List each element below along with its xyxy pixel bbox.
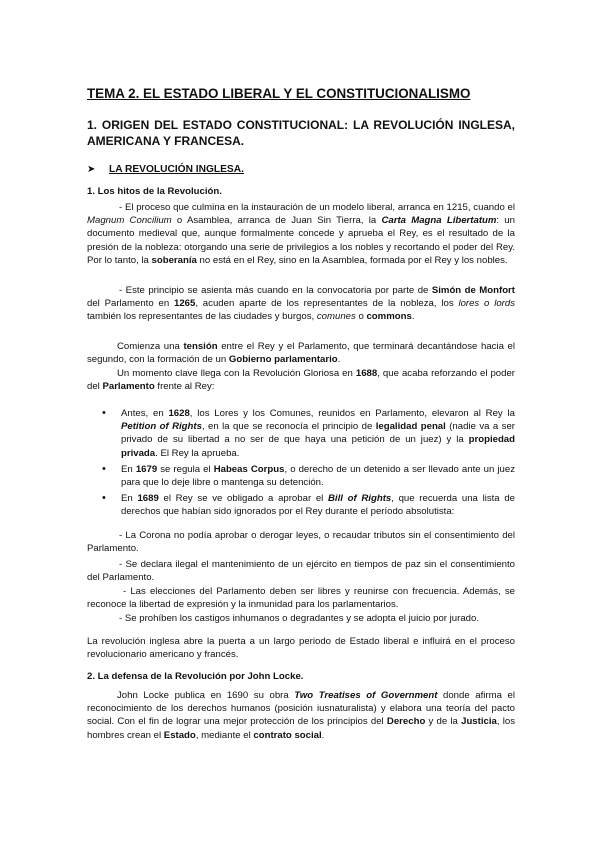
right-item-punishments: - Se prohíben los castigos inhumanos o degradantes y se adopta el juicio por jurado. (119, 613, 479, 624)
history-bullet-list (87, 407, 515, 519)
bullet-dot-icon: • (102, 407, 106, 419)
arrow-bullet-icon: ➤ (87, 164, 96, 175)
paragraph-locke: John Locke publica en 1690 su obra Two Treatises of Government donde afirma el reconocimiento de los derechos humanos (posición iusnaturalista) y elabora una teoría del pacto social. Con el fin de lograr una mejor protección de los principios del Derecho y de la Justicia, los hombres crean el Estado, mediante el contrato social. (87, 690, 515, 741)
list-item: • En 1689 el Rey se ve obligado a aprobar el Bill of Rights, que recuerda una lista de derechos que habían sido ignorados por el Rey durante el período absolutista: (102, 492, 515, 518)
right-item-army: - Se declara ilegal el mantenimiento de un ejército en tiempos de paz sin el consentimiento del Parlamento. (87, 559, 515, 584)
right-item-crown: - La Corona no podía aprobar o derogar leyes, o recaudar tributos sin el consentimiento del Parlamento. (87, 530, 515, 555)
subsection-title: LA REVOLUCIÓN INGLESA. (109, 164, 244, 175)
paragraph-magna-carta: - El proceso que culmina en la instauración de un modelo liberal, arranca en 1215, cuando el Magnum Concilium o Asamblea, arranca de Juan Sin Tierra, la Carta Magna Libertatum: un documento medieval que, aunque formalmente concede y aprueba el Rey, es el resultado de la presión de la nobleza: otorgando una serie de privilegios a los nobles y recortando el poder del Rey. Por lo tanto, la soberanía no está en el Rey, sino en la Asamblea, formada por el Rey y los nobles. (87, 202, 515, 266)
subsection-heading (87, 163, 515, 176)
locke-heading: 2. La defensa de la Revolución por John Locke. (87, 671, 304, 682)
list-item: • En 1679 se regula el Habeas Corpus, o derecho de un detenido a ser llevado ante un juez para que lo deje libre o mantenga su detención. (102, 462, 516, 489)
right-item-elections: - Las elecciones del Parlamento deben ser libres y reunirse con frecuencia. Además, se reconoce la libertad de expresión y la inmunidad para los parlamentarios. (87, 586, 515, 611)
list-item: • Antes, en 1628, los Lores y los Comunes, reunidos en Parlamento, elevaron al Rey la Petition of Rights, en la que se reconocía el principio de legalidad penal (nadie va a ser privado de su libertad a no ser de que haya una petición de un juez) y la propiedad privada. El Rey la aprueba. (102, 407, 515, 459)
paragraph-parliament-1265: - Este principio se asienta más cuando en la convocatoria por parte de Simón de Monfort del Parlamento en 1265, acuden aparte de los representantes de la nobleza, los lores o lords también los representantes de las ciudades y burgos, comunes o commons. (87, 285, 515, 323)
paragraph-conclusion: La revolución inglesa abre la puerta a un largo periodo de Estado liberal e influirá en el proceso revolucionario americano y francés. (87, 636, 515, 661)
hitos-heading: 1. Los hitos de la Revolución. (87, 186, 222, 197)
bullet-dot-icon: • (102, 462, 106, 475)
bullet-dot-icon: • (102, 492, 106, 505)
section-heading: 1. ORIGEN DEL ESTADO CONSTITUCIONAL: LA REVOLUCIÓN INGLESA, AMERICANA Y FRANCESA. (87, 118, 515, 148)
paragraph-tension: Comienza una tensión entre el Rey y el Parlamento, que terminará decantándose hacia el segundo, con la formación de un Gobierno parlamentario. (87, 341, 516, 366)
document-title: TEMA 2. EL ESTADO LIBERAL Y EL CONSTITUCIONALISMO (87, 86, 471, 101)
paragraph-glorious-revolution: Un momento clave llega con la Revolución Gloriosa en 1688, que acaba reforzando el poder del Parlamento frente al Rey: (87, 368, 516, 393)
